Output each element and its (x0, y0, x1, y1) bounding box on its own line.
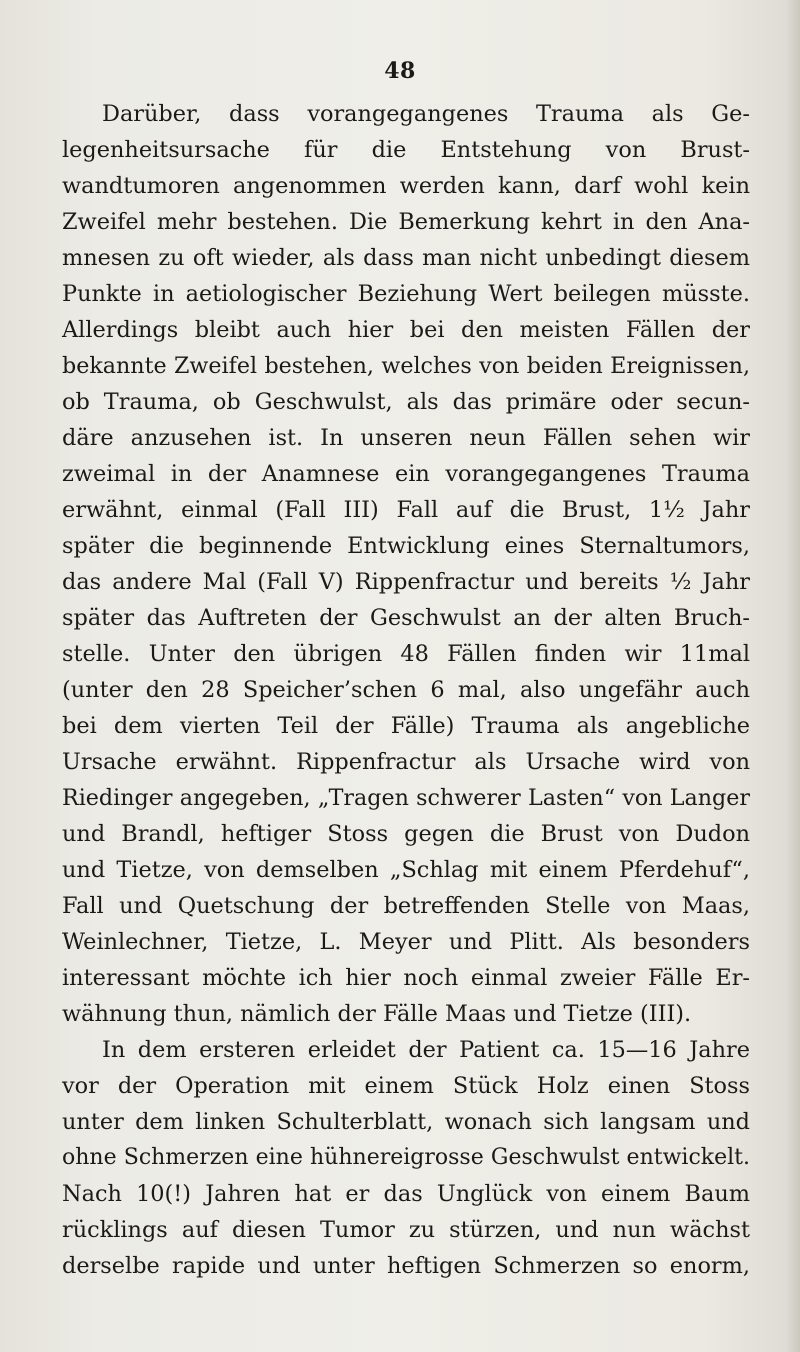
text-line: Riedinger angegeben, „Tragen schwerer Lasten“ von Langer (62, 785, 750, 811)
text-line: später die beginnende Entwicklung eines Sternaltumors, (62, 533, 750, 559)
text-line: Nach 10(!) Jahren hat er das Unglück von einem Baum (62, 1181, 750, 1207)
text-line: interessant möchte ich hier noch einmal zweier Fälle Er- (62, 965, 750, 991)
text-line: stelle. Unter den übrigen 48 Fällen finden wir 11mal (62, 641, 750, 667)
text-line: däre anzusehen ist. In unseren neun Fällen sehen wir (62, 425, 750, 451)
text-line: wandtumoren angenommen werden kann, darf wohl kein (62, 173, 750, 199)
text-line: Ursache erwähnt. Rippenfractur als Ursache wird von (62, 749, 750, 775)
text-line: derselbe rapide und unter heftigen Schmerzen so enorm, (62, 1253, 750, 1279)
text-line: ob Trauma, ob Geschwulst, als das primäre oder secun- (62, 389, 750, 415)
text-line: und Tietze, von demselben „Schlag mit einem Pferdehuf“, (62, 857, 750, 883)
text-line: zweimal in der Anamnese ein vorangegangenes Trauma (62, 461, 750, 487)
text-line: Punkte in aetiologischer Beziehung Wert beilegen müsste. (62, 281, 750, 307)
text-line: bei dem vierten Teil der Fälle) Trauma als angebliche (62, 713, 750, 739)
text-line: und Brandl, heftiger Stoss gegen die Brust von Dudon (62, 821, 750, 847)
text-line: Darüber, dass vorangegangenes Trauma als Ge- (102, 101, 750, 127)
text-line: wähnung thun, nämlich der Fälle Maas und Tietze (III). (62, 1001, 692, 1027)
text-line: bekannte Zweifel bestehen, welches von beiden Ereignissen, (62, 353, 750, 379)
text-line: ohne Schmerzen eine hühnereigrosse Geschwulst entwickelt. (62, 1145, 750, 1170)
text-line: Fall und Quetschung der betreffenden Stelle von Maas, (62, 893, 750, 919)
text-line: unter dem linken Schulterblatt, wonach sich langsam und (62, 1109, 750, 1135)
text-line: (unter den 28 Speicher’schen 6 mal, also ungefähr auch (62, 677, 750, 703)
text-line: das andere Mal (Fall V) Rippenfractur und bereits ½ Jahr (62, 569, 750, 595)
body-text (62, 96, 750, 1284)
page-number: 48 (384, 58, 416, 84)
text-line: legenheitsursache für die Entstehung von Brust- (62, 137, 750, 163)
text-line: Weinlechner, Tietze, L. Meyer und Plitt. Als besonders (62, 929, 750, 955)
text-line: mnesen zu oft wieder, als dass man nicht unbedingt diesem (62, 245, 750, 271)
text-line: erwähnt, einmal (Fall III) Fall auf die Brust, 1½ Jahr (62, 497, 750, 523)
text-line: später das Auftreten der Geschwulst an der alten Bruch- (62, 605, 750, 631)
text-line: Zweifel mehr bestehen. Die Bemerkung kehrt in den Ana- (62, 209, 750, 235)
text-line: In dem ersteren erleidet der Patient ca. 15—16 Jahre (102, 1037, 750, 1063)
page-edge-shadow (786, 0, 800, 1352)
text-line: Allerdings bleibt auch hier bei den meisten Fällen der (62, 317, 750, 343)
text-line: rücklings auf diesen Tumor zu stürzen, und nun wächst (62, 1217, 750, 1243)
text-line: vor der Operation mit einem Stück Holz einen Stoss (62, 1073, 750, 1099)
